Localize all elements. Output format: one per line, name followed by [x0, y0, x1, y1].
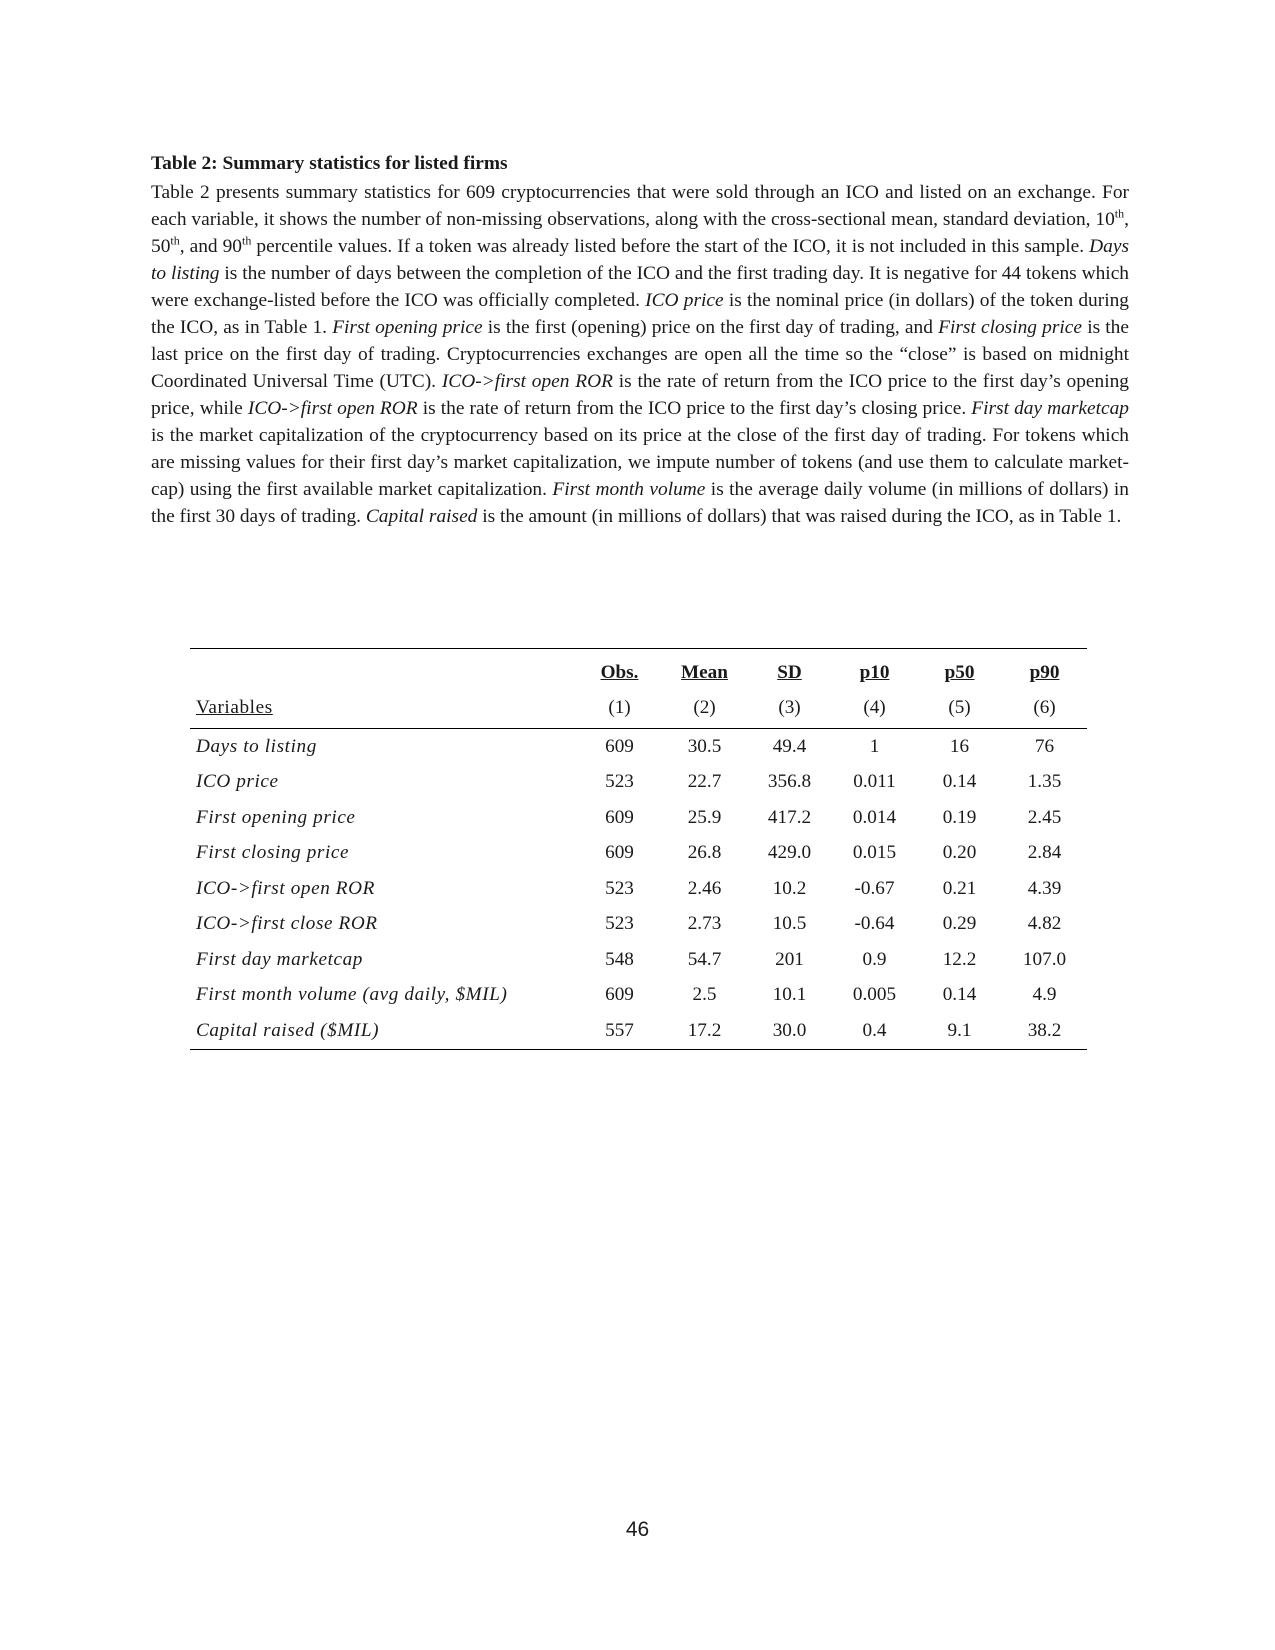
table-row — [190, 871, 1087, 907]
column-number: (1) — [577, 691, 662, 729]
header-row-numbers — [190, 691, 1087, 729]
caption-italic-term: Days to listing — [151, 236, 1130, 284]
table-cell: 523 — [605, 771, 634, 793]
table-cell: 30.0 — [772, 1019, 807, 1041]
table-cell: 4.9 — [1032, 984, 1057, 1006]
header-row-labels — [190, 649, 1087, 691]
column-header: SD — [777, 661, 802, 683]
column-header: p90 — [1029, 661, 1060, 683]
caption-text-run: , and 90 — [179, 236, 243, 257]
table-cell: 10.5 — [772, 913, 807, 935]
table-cell: 0.19 — [942, 806, 977, 828]
table-cell: 0.29 — [942, 913, 977, 935]
table-cell: 2.73 — [687, 913, 722, 935]
caption-italic-term: ICO->first open ROR — [247, 398, 418, 419]
caption-superscript: th — [242, 233, 252, 248]
variable-name: First closing price — [196, 842, 350, 864]
table-cell: 417.2 — [767, 806, 812, 828]
caption-text-run: is the average daily volume (in millions of dollars) in the first 30 days of trading. — [151, 479, 1129, 527]
table-body — [190, 729, 1087, 1049]
table-cell: 10.1 — [772, 984, 807, 1006]
table-cell: 25.9 — [687, 806, 722, 828]
table-cell: 0.014 — [852, 806, 897, 828]
table-cell: 523 — [605, 877, 634, 899]
column-number: (3) — [747, 691, 832, 729]
variable-name: ICO->first close ROR — [196, 913, 378, 935]
table-cell: 609 — [605, 806, 634, 828]
caption-italic-term: First opening price — [332, 317, 483, 338]
table-cell: 54.7 — [687, 948, 722, 970]
table-cell: 0.015 — [852, 842, 897, 864]
table-cell: 201 — [775, 948, 804, 970]
variable-name: Capital raised ($MIL) — [196, 1019, 380, 1041]
column-number: (6) — [1002, 691, 1087, 729]
table-cell: 0.9 — [862, 948, 887, 970]
table-description — [151, 182, 1129, 527]
table-cell: 0.4 — [862, 1019, 887, 1041]
column-number: (2) — [662, 691, 747, 729]
variable-name: First opening price — [196, 806, 356, 828]
table-cell: 2.84 — [1027, 842, 1062, 864]
caption-text-run: is the rate of return from the ICO price to the first day’s opening price, while — [151, 371, 1130, 419]
table-cell: 38.2 — [1027, 1019, 1062, 1041]
table-cell: 49.4 — [772, 735, 807, 757]
caption-text-run: is the number of days between the completion of the ICO and the first trading day. It is negative for 44 tokens which were exchange-listed before the ICO was officially completed. — [151, 263, 1129, 311]
column-header: p10 — [859, 661, 890, 683]
table-cell: 12.2 — [942, 948, 977, 970]
table-cell: -0.67 — [854, 877, 895, 899]
caption-text-run: is the nominal price (in dollars) of the token during the ICO, as in Table 1. — [151, 290, 1129, 338]
table-cell: 523 — [605, 913, 634, 935]
table-cell: 30.5 — [687, 735, 722, 757]
column-number: (4) — [832, 691, 917, 729]
caption-text-run: , 50 — [151, 209, 1129, 257]
summary-statistics-table — [190, 648, 1087, 1050]
table-cell: 16 — [949, 735, 970, 757]
column-header: Obs. — [600, 661, 639, 683]
table-row — [190, 978, 1087, 1014]
table-row — [190, 800, 1087, 836]
table-cell: 0.21 — [942, 877, 977, 899]
table-title: Table 2: Summary statistics for listed firms — [151, 153, 508, 174]
table-cell: 76 — [1034, 735, 1055, 757]
caption-text-run: is the rate of return from the ICO price to the first day’s closing price. — [417, 398, 972, 419]
table-caption — [151, 150, 1129, 530]
caption-text-run: is the first (opening) price on the first day of trading, and — [482, 317, 939, 338]
table-row — [190, 729, 1087, 765]
table-cell: 17.2 — [687, 1019, 722, 1041]
caption-italic-term: Capital raised — [365, 506, 478, 527]
table-cell: 107.0 — [1022, 948, 1067, 970]
table-cell: 2.5 — [692, 984, 717, 1006]
caption-superscript: th — [1114, 206, 1125, 221]
variable-name: Days to listing — [196, 735, 317, 757]
caption-text-run: Table 2 presents summary statistics for 609 cryptocurrencies that were sold through an ICO and listed on an exchange. For each variable, it shows the number of non-missing observations, along with the cross-sectional mean, standard deviation, 10 — [151, 182, 1129, 230]
caption-italic-term: ICO price — [645, 290, 724, 311]
caption-italic-term: ICO->first open ROR — [441, 371, 613, 392]
table-cell: 0.011 — [853, 771, 896, 793]
table-cell: 609 — [605, 735, 634, 757]
table-cell: 22.7 — [687, 771, 722, 793]
table-cell: 356.8 — [767, 771, 812, 793]
column-header: Mean — [681, 661, 728, 683]
caption-italic-term: First day marketcap — [971, 398, 1129, 419]
table-cell: 10.2 — [772, 877, 807, 899]
table-cell: 557 — [605, 1019, 634, 1041]
column-number: (5) — [917, 691, 1002, 729]
table-cell: 0.005 — [852, 984, 897, 1006]
table-row — [190, 942, 1087, 978]
caption-text-run: percentile values. If a token was already listed before the start of the ICO, it is not included in this sample. — [251, 236, 1090, 257]
table-cell: -0.64 — [854, 913, 895, 935]
caption-text-run: is the last price on the first day of trading. Cryptocurrencies exchanges are open all the time so the “close” is based on midnight Coordinated Universal Time (UTC). — [151, 317, 1129, 392]
table-cell: 609 — [605, 984, 634, 1006]
table-cell: 0.20 — [942, 842, 977, 864]
table-row — [190, 1013, 1087, 1049]
table-cell: 548 — [605, 948, 634, 970]
table-cell: 9.1 — [947, 1019, 972, 1041]
column-header: p50 — [944, 661, 975, 683]
variable-name: ICO price — [196, 771, 279, 793]
variables-header: Variables — [190, 691, 577, 729]
header-spacer — [190, 649, 577, 691]
page-number: 46 — [625, 1518, 650, 1541]
table-cell: 4.82 — [1027, 913, 1062, 935]
caption-italic-term: First closing price — [938, 317, 1083, 338]
table-cell: 1 — [869, 735, 880, 757]
variable-name: ICO->first open ROR — [196, 877, 375, 899]
variable-name: First day marketcap — [196, 948, 363, 970]
table-row — [190, 765, 1087, 801]
table-cell: 0.14 — [942, 771, 977, 793]
table-cell: 2.45 — [1027, 806, 1062, 828]
table-cell: 4.39 — [1027, 877, 1062, 899]
caption-italic-term: First month volume — [552, 479, 706, 500]
table-cell: 2.46 — [687, 877, 722, 899]
table-row — [190, 907, 1087, 943]
variable-name: First month volume (avg daily, $MIL) — [196, 984, 508, 1006]
caption-text-run: is the amount (in millions of dollars) that was raised during the ICO, as in Table 1. — [477, 506, 1122, 527]
table-cell: 26.8 — [687, 842, 722, 864]
table-cell: 429.0 — [767, 842, 812, 864]
caption-text-run: is the market capitalization of the cryptocurrency based on its price at the close of the first day of trading. For tokens which are missing values for their first day’s market capitalization, we impute number of tokens (and use them to calculate market-cap) using the first available market capitalization. — [151, 425, 1129, 500]
table-row — [190, 836, 1087, 872]
table-cell: 0.14 — [942, 984, 977, 1006]
caption-superscript: th — [170, 233, 180, 248]
table-cell: 1.35 — [1027, 771, 1062, 793]
table-cell: 609 — [605, 842, 634, 864]
